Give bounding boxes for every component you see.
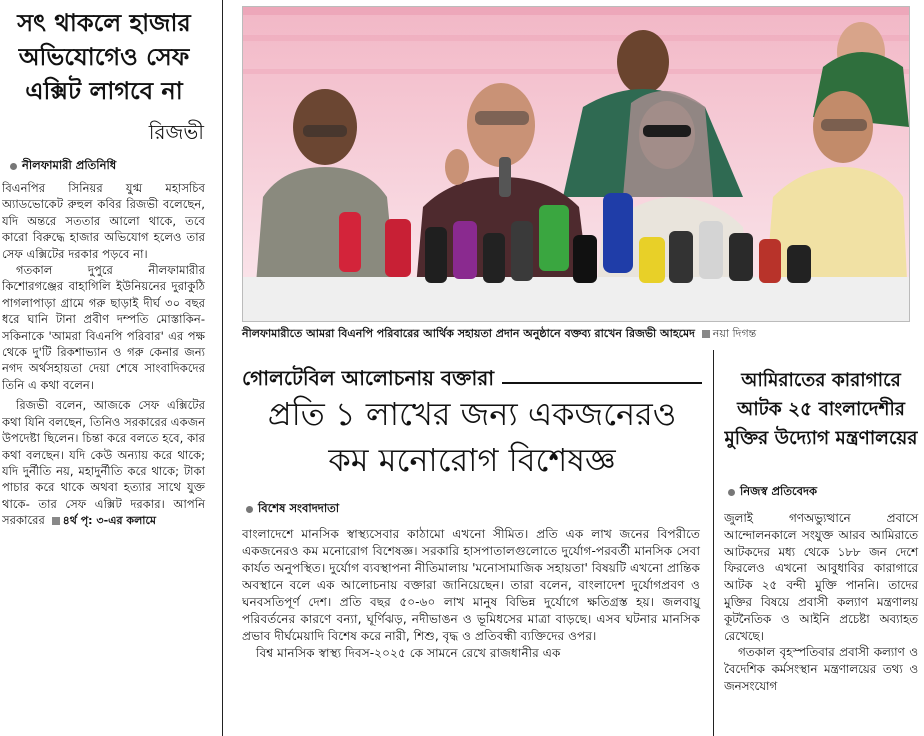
column-divider bbox=[222, 0, 223, 736]
left-speaker: রিজভী bbox=[148, 120, 204, 144]
right-byline-text: নিজস্ব প্রতিবেদক bbox=[740, 484, 818, 498]
photo-credit: নয়া দিগন্ত bbox=[712, 327, 757, 340]
kicker-rule bbox=[502, 382, 702, 384]
center-body bbox=[242, 526, 700, 662]
bullet-icon bbox=[10, 163, 17, 170]
right-byline bbox=[728, 483, 817, 502]
right-paragraph: জুলাই গণঅভ্যুত্থানে প্রবাসে আন্দোলনকালে সংযুক্ত আরব আমিরাতে আটকদের মধ্য থেকে ১৮৮ জন দেশে ফিরলেও এখনো আবুধাবির কারাগারে আটক ২৫ বন্দী মুক্তি পাননি। তাদের মুক্তির বিষয়ে প্রবাসী কল্যাণ মন্ত্রণালয় কূটনৈতিক ও আইনি প্রচেষ্টা অব্যাহত রেখেছে। bbox=[724, 511, 918, 643]
left-story bbox=[2, 0, 206, 736]
left-paragraph bbox=[2, 397, 205, 529]
caption-text: নীলফামারীতে আমরা বিএনপি পরিবারের আর্থিক সহায়তা প্রদান অনুষ্ঠানে বক্তব্য রাখেন রিজভী আহমেদ bbox=[242, 327, 695, 340]
left-paragraph: গতকাল দুপুরে নীলফামারীর কিশোরগঞ্জের বাহাগিলি ইউনিয়নের দুরাকুঠি পাগলাপাড়া গ্রামে গরু ছাড়াই দীর্ঘ ৩০ বছর ধরে ঘানি টানা প্রবীণ দম্পতি মোস্তাকিন-সকিনাকে 'আমরা বিএনপি পরিবার' এর পক্ষ থেকে দু'টি রিকশাভ্যান ও গরু কেনার জন্য নগদ অর্থসহায়তা দেয়া শেষে সাংবাদিকদের তিনি এ কথা বলেন। bbox=[2, 263, 205, 392]
right-body bbox=[724, 510, 918, 695]
center-headline-2: কম মনোরোগ বিশেষজ্ঞ bbox=[328, 441, 616, 479]
bullet-icon bbox=[246, 506, 253, 513]
continued-link[interactable]: ৪র্থ পৃ: ৩-এর কলামে bbox=[62, 514, 156, 528]
column-divider bbox=[713, 350, 714, 736]
center-byline bbox=[246, 500, 339, 519]
center-byline-text: বিশেষ সংবাদদাতা bbox=[258, 501, 340, 515]
news-photo bbox=[242, 6, 910, 322]
left-byline-text: নীলফামারী প্রতিনিধি bbox=[22, 158, 117, 172]
square-icon bbox=[52, 517, 60, 525]
left-paragraph: বিএনপির সিনিয়র যুগ্ম মহাসচিব অ্যাডভোকেট রুহুল কবির রিজভী বলেছেন, যদি অন্তরে সততার আলো থাকে, তবে কারো বিরুদ্ধে হাজার অভিযোগ হলেও তার সেফ এক্সিটের দরকার পড়বে না। bbox=[2, 181, 205, 261]
bullet-icon bbox=[728, 489, 735, 496]
left-paragraph-text: রিজভী বলেন, আজকে সেফ এক্সিটের কথা যিনি বলছেন, তিনিও সরকারের একজন উপদেষ্টা ছিলেন। চিন্তা করে বলতে হবে, কার কথা বলছেন। যদি কেউ অন্যায় করে থাকে; যদি দুর্নীতি নয়, মহাদুর্নীতি করে থাকে; টাকা পাচার করে থাকে অথবা হত্যার সাথে যুক্ত থাকে- তার সেফ এক্সিট দরকার। আপনি সরকারের bbox=[2, 398, 205, 528]
photo-illustration bbox=[243, 7, 909, 321]
kicker: গোলটেবিল আলোচনায় বক্তারা bbox=[242, 366, 495, 390]
table-cloth bbox=[243, 277, 909, 321]
left-body bbox=[2, 180, 205, 530]
right-story bbox=[724, 350, 920, 736]
center-paragraph: বাংলাদেশে মানসিক স্বাস্থ্যসেবার কাঠামো এখনো সীমিত। প্রতি এক লাখ জনের বিপরীতে একজনেরও কম মনোরোগ বিশেষজ্ঞ। সরকারি হাসপাতালগুলোতে দুর্যোগ-পরবর্তী মানসিক সেবা কার্যত অনুপস্থিত। দুর্যোগ ব্যবস্থাপনা নীতিমালায় 'মনোসামাজিক সহায়তা' বিষয়টি এখনো প্রান্তিক অবস্থানে বলে এক আলোচনায় বক্তারা জানিয়েছেন। তারা বলেন, বাংলাদেশ দুর্যোগপ্রবণ ও ঘনবসতিপূর্ণ দেশ। প্রতি বছর ৫০-৬০ লাখ মানুষ বিভিন্ন দুর্যোগে ক্ষতিগ্রস্ত হয়। জলবায়ু পরিবর্তনের কারণে বন্যা, ঘূর্ণিঝড়, নদীভাঙন ও ভূমিধসের মাত্রা বাড়ছে। এসব ঘটনার মানসিক প্রভাব দীর্ঘমেয়াদি বিশেষ করে নারী, শিশু, বৃদ্ধ ও প্রতিবন্ধী ব্যক্তিদের ওপর। bbox=[242, 527, 700, 643]
square-icon bbox=[702, 330, 710, 338]
photo-caption bbox=[242, 327, 922, 341]
kicker-row bbox=[242, 364, 702, 397]
center-paragraph: বিশ্ব মানসিক স্বাস্থ্য দিবস-২০২৫ কে সামনে রেখে রাজধানীর এক bbox=[256, 646, 561, 660]
left-headline: সৎ থাকলে হাজার অভিযোগেও সেফ এক্সিট লাগবে না bbox=[17, 8, 191, 105]
right-paragraph: গতকাল বৃহস্পতিবার প্রবাসী কল্যাণ ও বৈদেশিক কর্মসংস্থান মন্ত্রণালয়ের তথ্য ও জনসংযোগ bbox=[724, 645, 918, 693]
center-headline-1: প্রতি ১ লাখের জন্য একজনেরও bbox=[267, 395, 677, 433]
center-story bbox=[242, 350, 706, 736]
right-headline: আমিরাতের কারাগারে আটক ২৫ বাংলাদেশীর মুক্তির উদ্যোগ মন্ত্রণালয়ের bbox=[724, 370, 918, 449]
left-byline bbox=[10, 157, 116, 176]
